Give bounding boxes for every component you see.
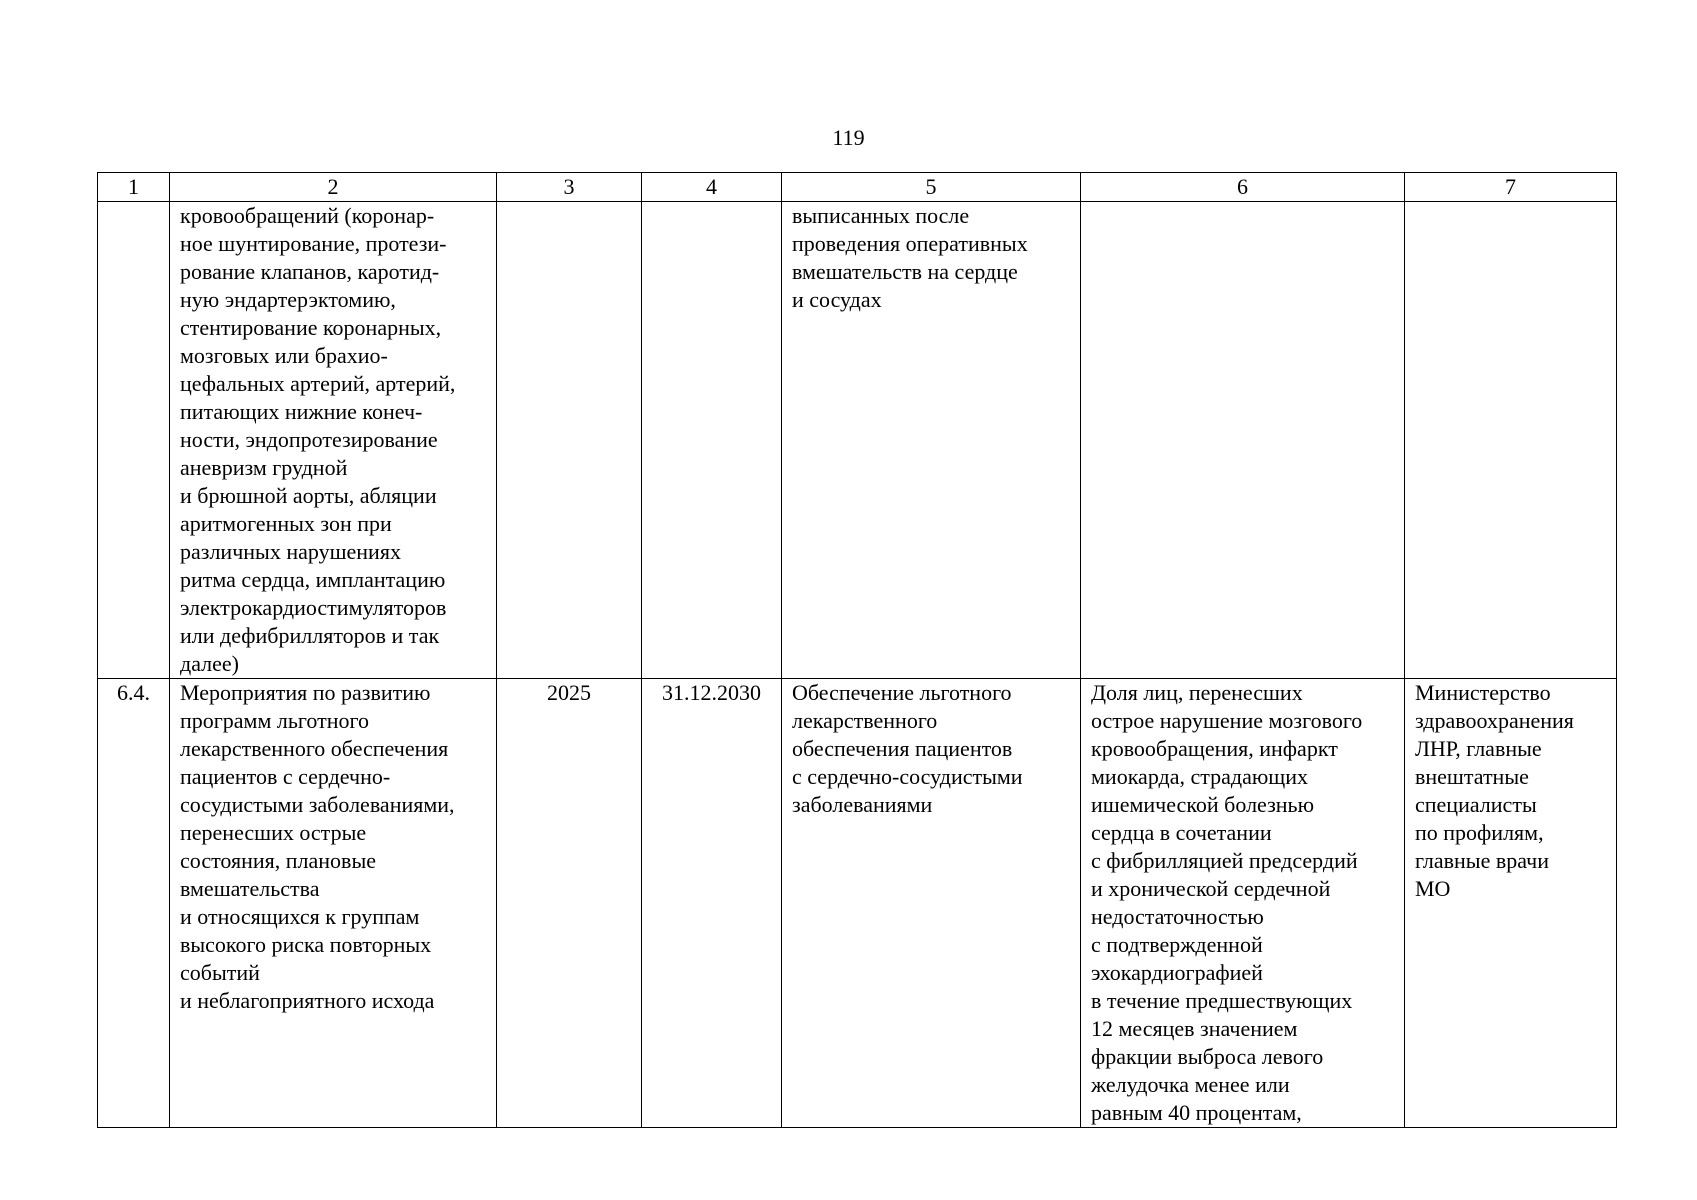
text-line: далее) — [180, 651, 239, 676]
column-number-1: 1 — [98, 173, 170, 202]
end-date-cell: 31.12.2030 — [642, 679, 782, 1128]
expected-result-cell — [782, 679, 1081, 1128]
text-line: недостаточностью — [1091, 904, 1264, 929]
text-line: ритма сердца, имплантацию — [180, 567, 446, 592]
table-row — [98, 679, 1617, 1128]
text-line: Доля лиц, перенесших — [1091, 680, 1303, 705]
text-line: выписанных после — [792, 203, 970, 228]
text-line: равным 40 процентам, — [1091, 1100, 1302, 1125]
text-line: в течение предшествующих — [1091, 988, 1353, 1013]
text-line: эхокардиографией — [1091, 960, 1263, 985]
text-line: событий — [180, 960, 260, 985]
text-line: пациентов с сердечно- — [180, 764, 391, 789]
text-line: программ льготного — [180, 708, 369, 733]
responsible-cell — [1405, 202, 1617, 679]
text-line: и брюшной аорты, абляции — [180, 483, 437, 508]
text-line: различных нарушениях — [180, 539, 401, 564]
text-line: обеспечения пациентов — [792, 736, 1013, 761]
text-line: главные врачи — [1415, 848, 1549, 873]
text-line: с сердечно-сосудистыми — [792, 764, 1023, 789]
text-line: с фибрилляцией предсердий — [1091, 848, 1358, 873]
text-line: состояния, плановые — [180, 848, 376, 873]
text-line: внештатные — [1415, 764, 1529, 789]
text-line: и сосудах — [792, 287, 882, 312]
column-number-4: 4 — [642, 173, 782, 202]
indicator-cell — [1081, 679, 1405, 1128]
page-number: 119 — [832, 125, 865, 150]
text-line: лекарственного обеспечения — [180, 736, 449, 761]
text-line: ное шунтирование, протези- — [180, 231, 447, 256]
text-line: аритмогенных зон при — [180, 511, 392, 536]
start-year-cell: 2025 — [497, 679, 642, 1128]
measures-table — [97, 172, 1617, 1128]
text-line: Министерство — [1415, 680, 1551, 705]
column-number-2: 2 — [170, 173, 497, 202]
text-line: питающих нижние конеч- — [180, 399, 423, 424]
indicator-cell — [1081, 202, 1405, 679]
column-number-7: 7 — [1405, 173, 1617, 202]
table-header-row — [98, 173, 1617, 202]
text-line: кровообращений (коронар- — [180, 203, 435, 228]
text-line: ную эндартерэктомию, — [180, 287, 396, 312]
text-line: заболеваниями — [792, 792, 933, 817]
start-year-cell — [497, 202, 642, 679]
text-line: острое нарушение мозгового — [1091, 708, 1363, 733]
text-line: мозговых или брахио- — [180, 343, 388, 368]
text-line: и неблагоприятного исхода — [180, 988, 435, 1013]
text-line: стентирование коронарных, — [180, 315, 442, 340]
text-line: проведения оперативных — [792, 231, 1028, 256]
text-line: перенесших острые — [180, 820, 367, 845]
text-line: и относящихся к группам — [180, 904, 420, 929]
activity-cell — [170, 679, 497, 1128]
text-line: сосудистыми заболеваниями, — [180, 792, 455, 817]
responsible-cell — [1405, 679, 1617, 1128]
text-line: кровообращения, инфаркт — [1091, 736, 1338, 761]
text-line: или дефибрилляторов и так — [180, 623, 440, 648]
column-number-6: 6 — [1081, 173, 1405, 202]
end-date-cell — [642, 202, 782, 679]
column-number-3: 3 — [497, 173, 642, 202]
text-line: по профилям, — [1415, 820, 1544, 845]
table-row — [98, 202, 1617, 679]
text-line: специалисты — [1415, 792, 1537, 817]
text-line: 12 месяцев значением — [1091, 1016, 1298, 1041]
text-line: сердца в сочетании — [1091, 820, 1272, 845]
text-line: ности, эндопротезирование — [180, 427, 438, 452]
text-line: цефальных артерий, артерий, — [180, 371, 456, 396]
expected-result-cell — [782, 202, 1081, 679]
row-number-cell: 6.4. — [98, 679, 170, 1128]
activity-cell — [170, 202, 497, 679]
text-line: с подтвержденной — [1091, 932, 1263, 957]
text-line: миокарда, страдающих — [1091, 764, 1309, 789]
column-number-5: 5 — [782, 173, 1081, 202]
text-line: здравоохранения — [1415, 708, 1574, 733]
text-line: электрокардиостимуляторов — [180, 595, 447, 620]
text-line: высокого риска повторных — [180, 932, 432, 957]
row-number-cell — [98, 202, 170, 679]
text-line: вмешательства — [180, 876, 320, 901]
text-line: вмешательств на сердце — [792, 259, 1018, 284]
text-line: ишемической болезнью — [1091, 792, 1315, 817]
text-line: МО — [1415, 876, 1451, 901]
text-line: желудочка менее или — [1091, 1072, 1290, 1097]
text-line: Обеспечение льготного — [792, 680, 1012, 705]
text-line: аневризм грудной — [180, 455, 348, 480]
text-line: Мероприятия по развитию — [180, 680, 431, 705]
text-line: рование клапанов, каротид- — [180, 259, 440, 284]
text-line: ЛНР, главные — [1415, 736, 1542, 761]
text-line: лекарственного — [792, 708, 938, 733]
text-line: фракции выброса левого — [1091, 1044, 1324, 1069]
text-line: и хронической сердечной — [1091, 876, 1331, 901]
